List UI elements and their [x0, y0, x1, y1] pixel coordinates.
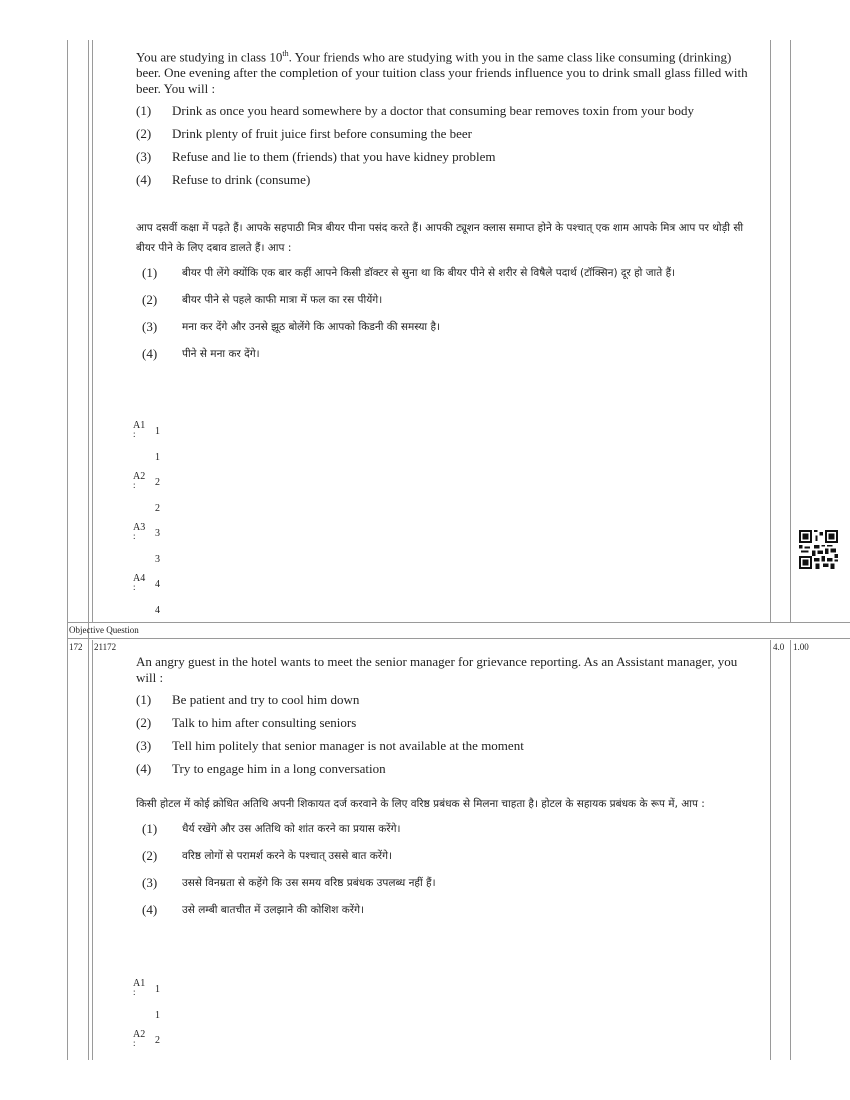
table-col-divider-3 — [770, 40, 771, 622]
table-col-divider-4b — [790, 640, 791, 1060]
question-2-option-4: (4) Try to engage him in a long conversation — [136, 761, 386, 776]
question-1-option-4: (4) Refuse to drink (consume) — [136, 172, 311, 188]
question-2-option-1: (1) Be patient and try to cool him down — [136, 692, 360, 707]
section-label: Objective Question — [69, 625, 139, 635]
question-1-answer-2: A2 : 2 — [133, 471, 160, 490]
question-2-hindi-option-2: (2) वरिष्ठ लोगों से परामर्श करने के पश्चात् उससे बात करेंगे। — [142, 848, 392, 863]
table-border-left — [67, 40, 68, 1060]
question-1-hindi-option-1: (1) बीयर पी लेंगे क्योंकि एक बार कहीं आपने किसी डॉक्टर से सुना था कि बीयर पीने से शरीर से विषैले पदार्थ (टॉक्सिन) दूर हो जाते हैं। — [142, 265, 676, 280]
question-1-option-2: (2) Drink plenty of fruit juice first before consuming the beer — [136, 126, 472, 142]
question-2-hindi-stem: किसी होटल में कोई क्रोधित अतिथि अपनी शिकायत दर्ज करवाने के लिए वरिष्ठ प्रबंधक से मिलना चाहता है। होटल के सहायक प्रबंधक के रूप में, आप : — [136, 798, 705, 810]
table-col-divider-2b — [92, 640, 93, 1060]
question-1-answer-1-repeat: 1 — [155, 452, 160, 463]
table-col-divider-3b — [770, 640, 771, 1060]
question-2-answer-1-repeat: 1 — [155, 1010, 160, 1021]
question-1-answer-3-repeat: 3 — [155, 554, 160, 565]
table-col-divider-2 — [92, 40, 93, 622]
table-col-divider-1 — [88, 40, 89, 1060]
question-1-answer-3: A3 : 3 — [133, 522, 160, 541]
question-2-hindi-option-3: (3) उससे विनम्रता से कहेंगे कि उस समय वरिष्ठ प्रबंधक उपलब्ध नहीं हैं। — [142, 875, 436, 890]
question-1-answer-2-repeat: 2 — [155, 503, 160, 514]
question-2-option-2: (2) Talk to him after consulting seniors — [136, 715, 357, 730]
question-2-answer-1: A1 : 1 — [133, 978, 160, 997]
question-1-hindi-option-3: (3) मना कर देंगे और उनसे झूठ बोलेंगे कि आपको किडनी की समस्या है। — [142, 319, 441, 334]
question-2-hindi — [136, 788, 751, 928]
table-row-divider-mid — [67, 638, 850, 639]
question-serial-number: 172 — [69, 642, 83, 652]
question-2-option-3: (3) Tell him politely that senior manager is not available at the moment — [136, 738, 524, 753]
question-1-option-3: (3) Refuse and lie to them (friends) that you have kidney problem — [136, 149, 496, 165]
question-1-english — [136, 46, 751, 195]
question-1-answer-1: A1 : 1 — [133, 420, 160, 439]
question-2-stem: An angry guest in the hotel wants to meet the senior manager for grievance reporting. As an Assistant manager, you will : — [136, 654, 738, 685]
table-col-divider-4 — [790, 40, 791, 622]
question-id: 21172 — [94, 642, 117, 652]
question-1-stem: You are studying in class 10th. Your friends who are studying with you in the same class like consuming (drinking) beer. One evening after the completion of your tuition class your friends influence you to drink small glass filled with beer. You will : — [136, 49, 748, 97]
question-2-hindi-option-1: (1) धैर्य रखेंगे और उस अतिथि को शांत करने का प्रयास करेंगे। — [142, 821, 401, 836]
qr-code-icon — [799, 530, 838, 569]
question-1-hindi — [136, 214, 751, 372]
question-1-hindi-option-2: (2) बीयर पीने से पहले काफी मात्रा में फल का रस पीयेंगे। — [142, 292, 383, 307]
question-negative-marks: 1.00 — [793, 642, 809, 652]
question-1-answer-4-repeat: 4 — [155, 605, 160, 616]
question-2-answer-2: A2 : 2 — [133, 1029, 160, 1048]
question-marks: 4.0 — [773, 642, 785, 652]
question-2-english — [136, 654, 751, 784]
question-1-hindi-stem: आप दसवीं कक्षा में पढ़ते हैं। आपके सहपाठी मित्र बीयर पीना पसंद करते हैं। आपकी ट्यूशन क्लास समाप्त होने के पश्चात् एक शाम आपके मित्र आप पर थोड़ी सी बीयर पीने के लिए दबाव डालते हैं। आप : — [136, 222, 744, 254]
table-row-divider-top — [67, 622, 850, 623]
question-1-option-1: (1) Drink as once you heard somewhere by a doctor that consuming bear removes toxin from your body — [136, 103, 695, 119]
question-2-hindi-option-4: (4) उसे लम्बी बातचीत में उलझाने की कोशिश करेंगे। — [142, 902, 364, 917]
question-1-answer-4: A4 : 4 — [133, 573, 160, 592]
question-1-hindi-option-4: (4) पीने से मना कर देंगे। — [142, 346, 260, 361]
